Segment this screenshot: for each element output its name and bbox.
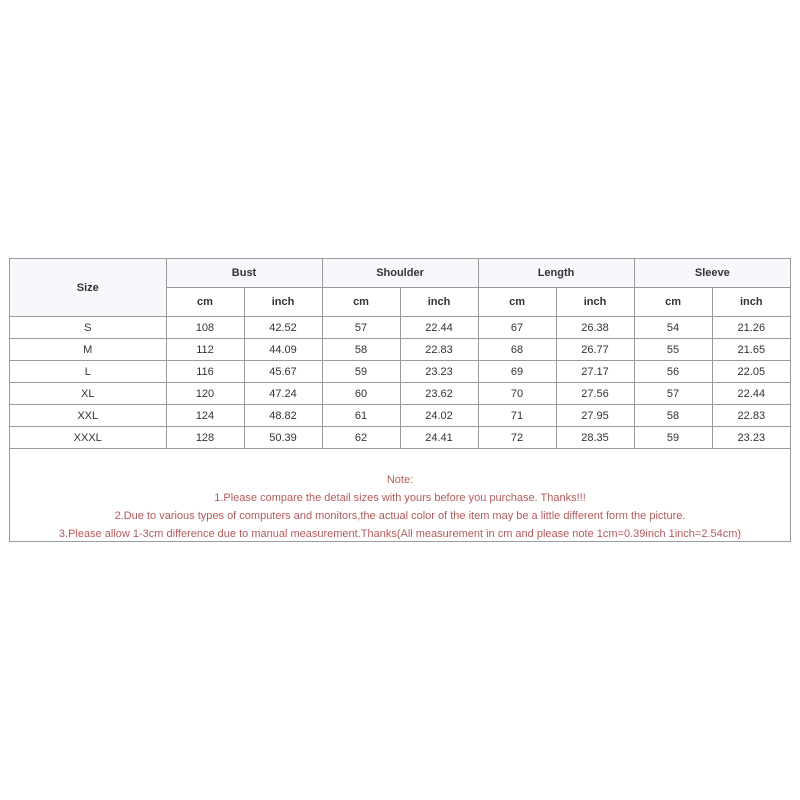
unit-header-inch: inch: [400, 288, 478, 317]
table-row: [10, 427, 790, 449]
measurement-cell: 22.83: [712, 405, 790, 427]
measurement-cell: 22.83: [400, 339, 478, 361]
measurement-cell: 27.95: [556, 405, 634, 427]
unit-header-cm: cm: [166, 288, 244, 317]
size-cell: M: [10, 339, 166, 361]
table-row: [10, 405, 790, 427]
measurement-cell: 58: [322, 339, 400, 361]
measurement-cell: 24.41: [400, 427, 478, 449]
measurement-cell: 22.44: [400, 317, 478, 339]
measurement-cell: 23.23: [712, 427, 790, 449]
size-cell: S: [10, 317, 166, 339]
group-header-bust: Bust: [166, 259, 322, 288]
table-row: [10, 383, 790, 405]
size-cell: L: [10, 361, 166, 383]
measurement-cell: 58: [634, 405, 712, 427]
measurement-cell: 27.56: [556, 383, 634, 405]
size-cell: XL: [10, 383, 166, 405]
measurement-cell: 55: [634, 339, 712, 361]
measurement-cell: 24.02: [400, 405, 478, 427]
size-cell: XXXL: [10, 427, 166, 449]
measurement-cell: 67: [478, 317, 556, 339]
table-row: [10, 317, 790, 339]
measurement-cell: 54: [634, 317, 712, 339]
notes-section: [10, 471, 790, 543]
measurement-cell: 23.62: [400, 383, 478, 405]
unit-header-inch: inch: [712, 288, 790, 317]
measurement-cell: 57: [634, 383, 712, 405]
note-line: 1.Please compare the detail sizes with yours before you purchase. Thanks!!!: [214, 492, 586, 504]
measurement-cell: 22.05: [712, 361, 790, 383]
measurement-cell: 70: [478, 383, 556, 405]
measurement-cell: 26.77: [556, 339, 634, 361]
measurement-cell: 45.67: [244, 361, 322, 383]
measurement-cell: 21.26: [712, 317, 790, 339]
note-line: 3.Please allow 1-3cm difference due to manual measurement.Thanks(All measurement in cm and please note 1cm=0.39inch 1inch=2.54cm): [58, 528, 742, 540]
measurement-cell: 28.35: [556, 427, 634, 449]
measurement-cell: 26.38: [556, 317, 634, 339]
note-title: Note:: [386, 474, 414, 486]
table-row: [10, 361, 790, 383]
size-table: [10, 259, 790, 449]
group-header-shoulder: Shoulder: [322, 259, 478, 288]
measurement-cell: 120: [166, 383, 244, 405]
note-line: 2.Due to various types of computers and monitors,the actual color of the item may be a little different form the picture.: [114, 510, 686, 522]
unit-header-inch: inch: [244, 288, 322, 317]
measurement-cell: 116: [166, 361, 244, 383]
measurement-cell: 48.82: [244, 405, 322, 427]
table-row: [10, 339, 790, 361]
measurement-cell: 72: [478, 427, 556, 449]
measurement-cell: 56: [634, 361, 712, 383]
unit-header-inch: inch: [556, 288, 634, 317]
measurement-cell: 23.23: [400, 361, 478, 383]
measurement-cell: 21.65: [712, 339, 790, 361]
measurement-cell: 68: [478, 339, 556, 361]
unit-header-cm: cm: [634, 288, 712, 317]
measurement-cell: 108: [166, 317, 244, 339]
size-column-header: Size: [10, 259, 166, 317]
measurement-cell: 47.24: [244, 383, 322, 405]
measurement-cell: 112: [166, 339, 244, 361]
measurement-cell: 27.17: [556, 361, 634, 383]
measurement-cell: 69: [478, 361, 556, 383]
measurement-cell: 60: [322, 383, 400, 405]
measurement-cell: 62: [322, 427, 400, 449]
measurement-cell: 22.44: [712, 383, 790, 405]
measurement-cell: 59: [322, 361, 400, 383]
measurement-cell: 61: [322, 405, 400, 427]
size-cell: XXL: [10, 405, 166, 427]
size-chart: [9, 258, 791, 542]
group-header-length: Length: [478, 259, 634, 288]
group-header-sleeve: Sleeve: [634, 259, 790, 288]
measurement-cell: 57: [322, 317, 400, 339]
unit-header-cm: cm: [322, 288, 400, 317]
unit-header-cm: cm: [478, 288, 556, 317]
measurement-cell: 59: [634, 427, 712, 449]
measurement-cell: 50.39: [244, 427, 322, 449]
measurement-cell: 128: [166, 427, 244, 449]
measurement-cell: 124: [166, 405, 244, 427]
measurement-cell: 42.52: [244, 317, 322, 339]
measurement-cell: 71: [478, 405, 556, 427]
measurement-cell: 44.09: [244, 339, 322, 361]
